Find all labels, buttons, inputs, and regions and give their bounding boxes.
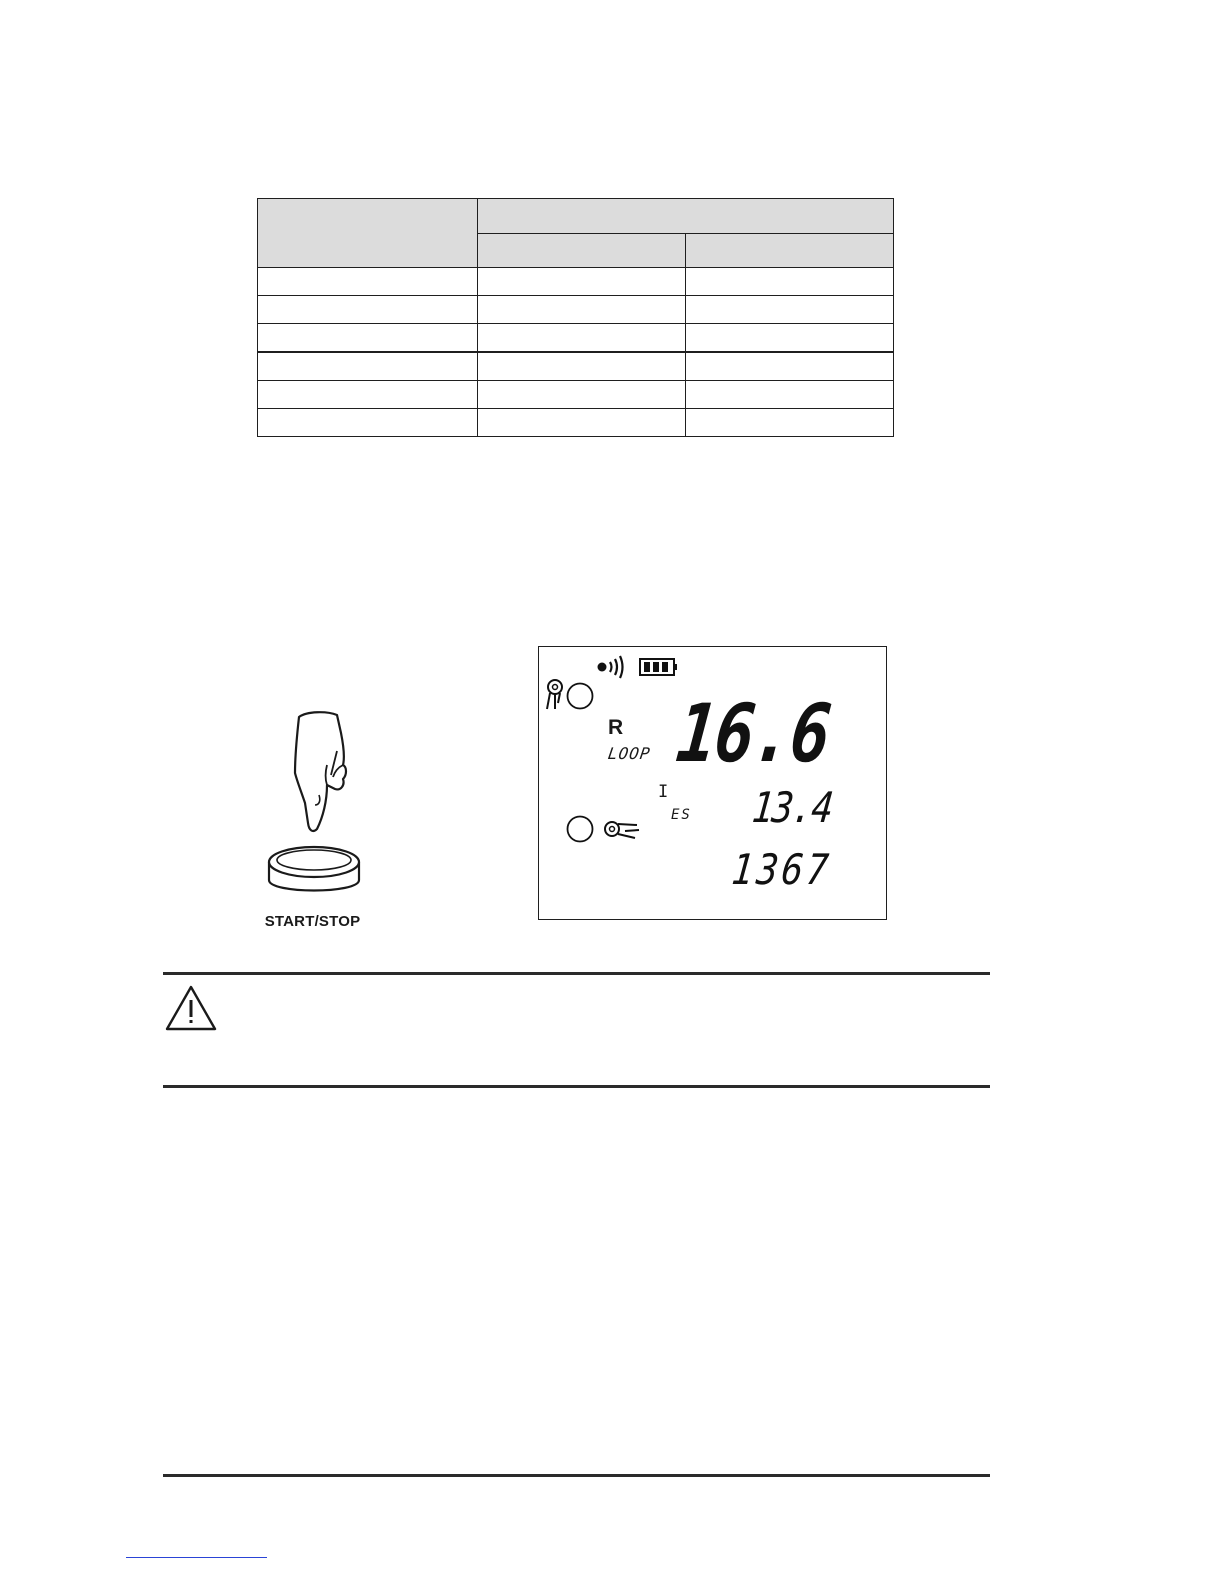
warning-triangle-icon bbox=[164, 984, 218, 1032]
table-row bbox=[258, 324, 894, 353]
indicator-circle-top bbox=[568, 684, 593, 709]
table-subheader-cell bbox=[686, 234, 894, 268]
lcd-display bbox=[538, 646, 887, 920]
tertiary-reading: 1367 bbox=[729, 845, 834, 894]
table-row bbox=[258, 352, 894, 381]
secondary-reading: 13.4 bbox=[749, 783, 834, 832]
mode-letter: R bbox=[608, 716, 624, 739]
table-subheader-cell bbox=[478, 234, 686, 268]
start-stop-button[interactable] bbox=[269, 847, 359, 891]
table-row bbox=[258, 268, 894, 296]
table-header-cell bbox=[478, 199, 894, 234]
footnote-link-underline bbox=[126, 1557, 267, 1558]
table-row bbox=[258, 409, 894, 437]
clamp-current-icon bbox=[605, 822, 639, 838]
indicator-circle-bottom bbox=[568, 817, 593, 842]
table-row bbox=[258, 296, 894, 324]
table-header-cell bbox=[258, 199, 478, 268]
current-letter: I bbox=[658, 782, 669, 802]
warning-top-rule bbox=[163, 972, 990, 975]
pointing-hand-icon bbox=[255, 705, 380, 915]
table-row bbox=[258, 381, 894, 409]
sound-signal-icon bbox=[598, 656, 623, 678]
battery-icon bbox=[640, 659, 677, 675]
main-reading: 16.6 bbox=[672, 687, 834, 780]
page-footer-rule bbox=[163, 1474, 990, 1477]
clamp-voltage-icon bbox=[547, 680, 562, 709]
current-sub-label: ES bbox=[671, 807, 692, 823]
start-stop-illustration bbox=[255, 705, 380, 935]
spec-table bbox=[257, 198, 894, 437]
mode-sub-label: LOOP bbox=[606, 744, 652, 763]
start-stop-label: START/STOP bbox=[264, 913, 361, 930]
warning-bottom-rule bbox=[163, 1085, 990, 1088]
